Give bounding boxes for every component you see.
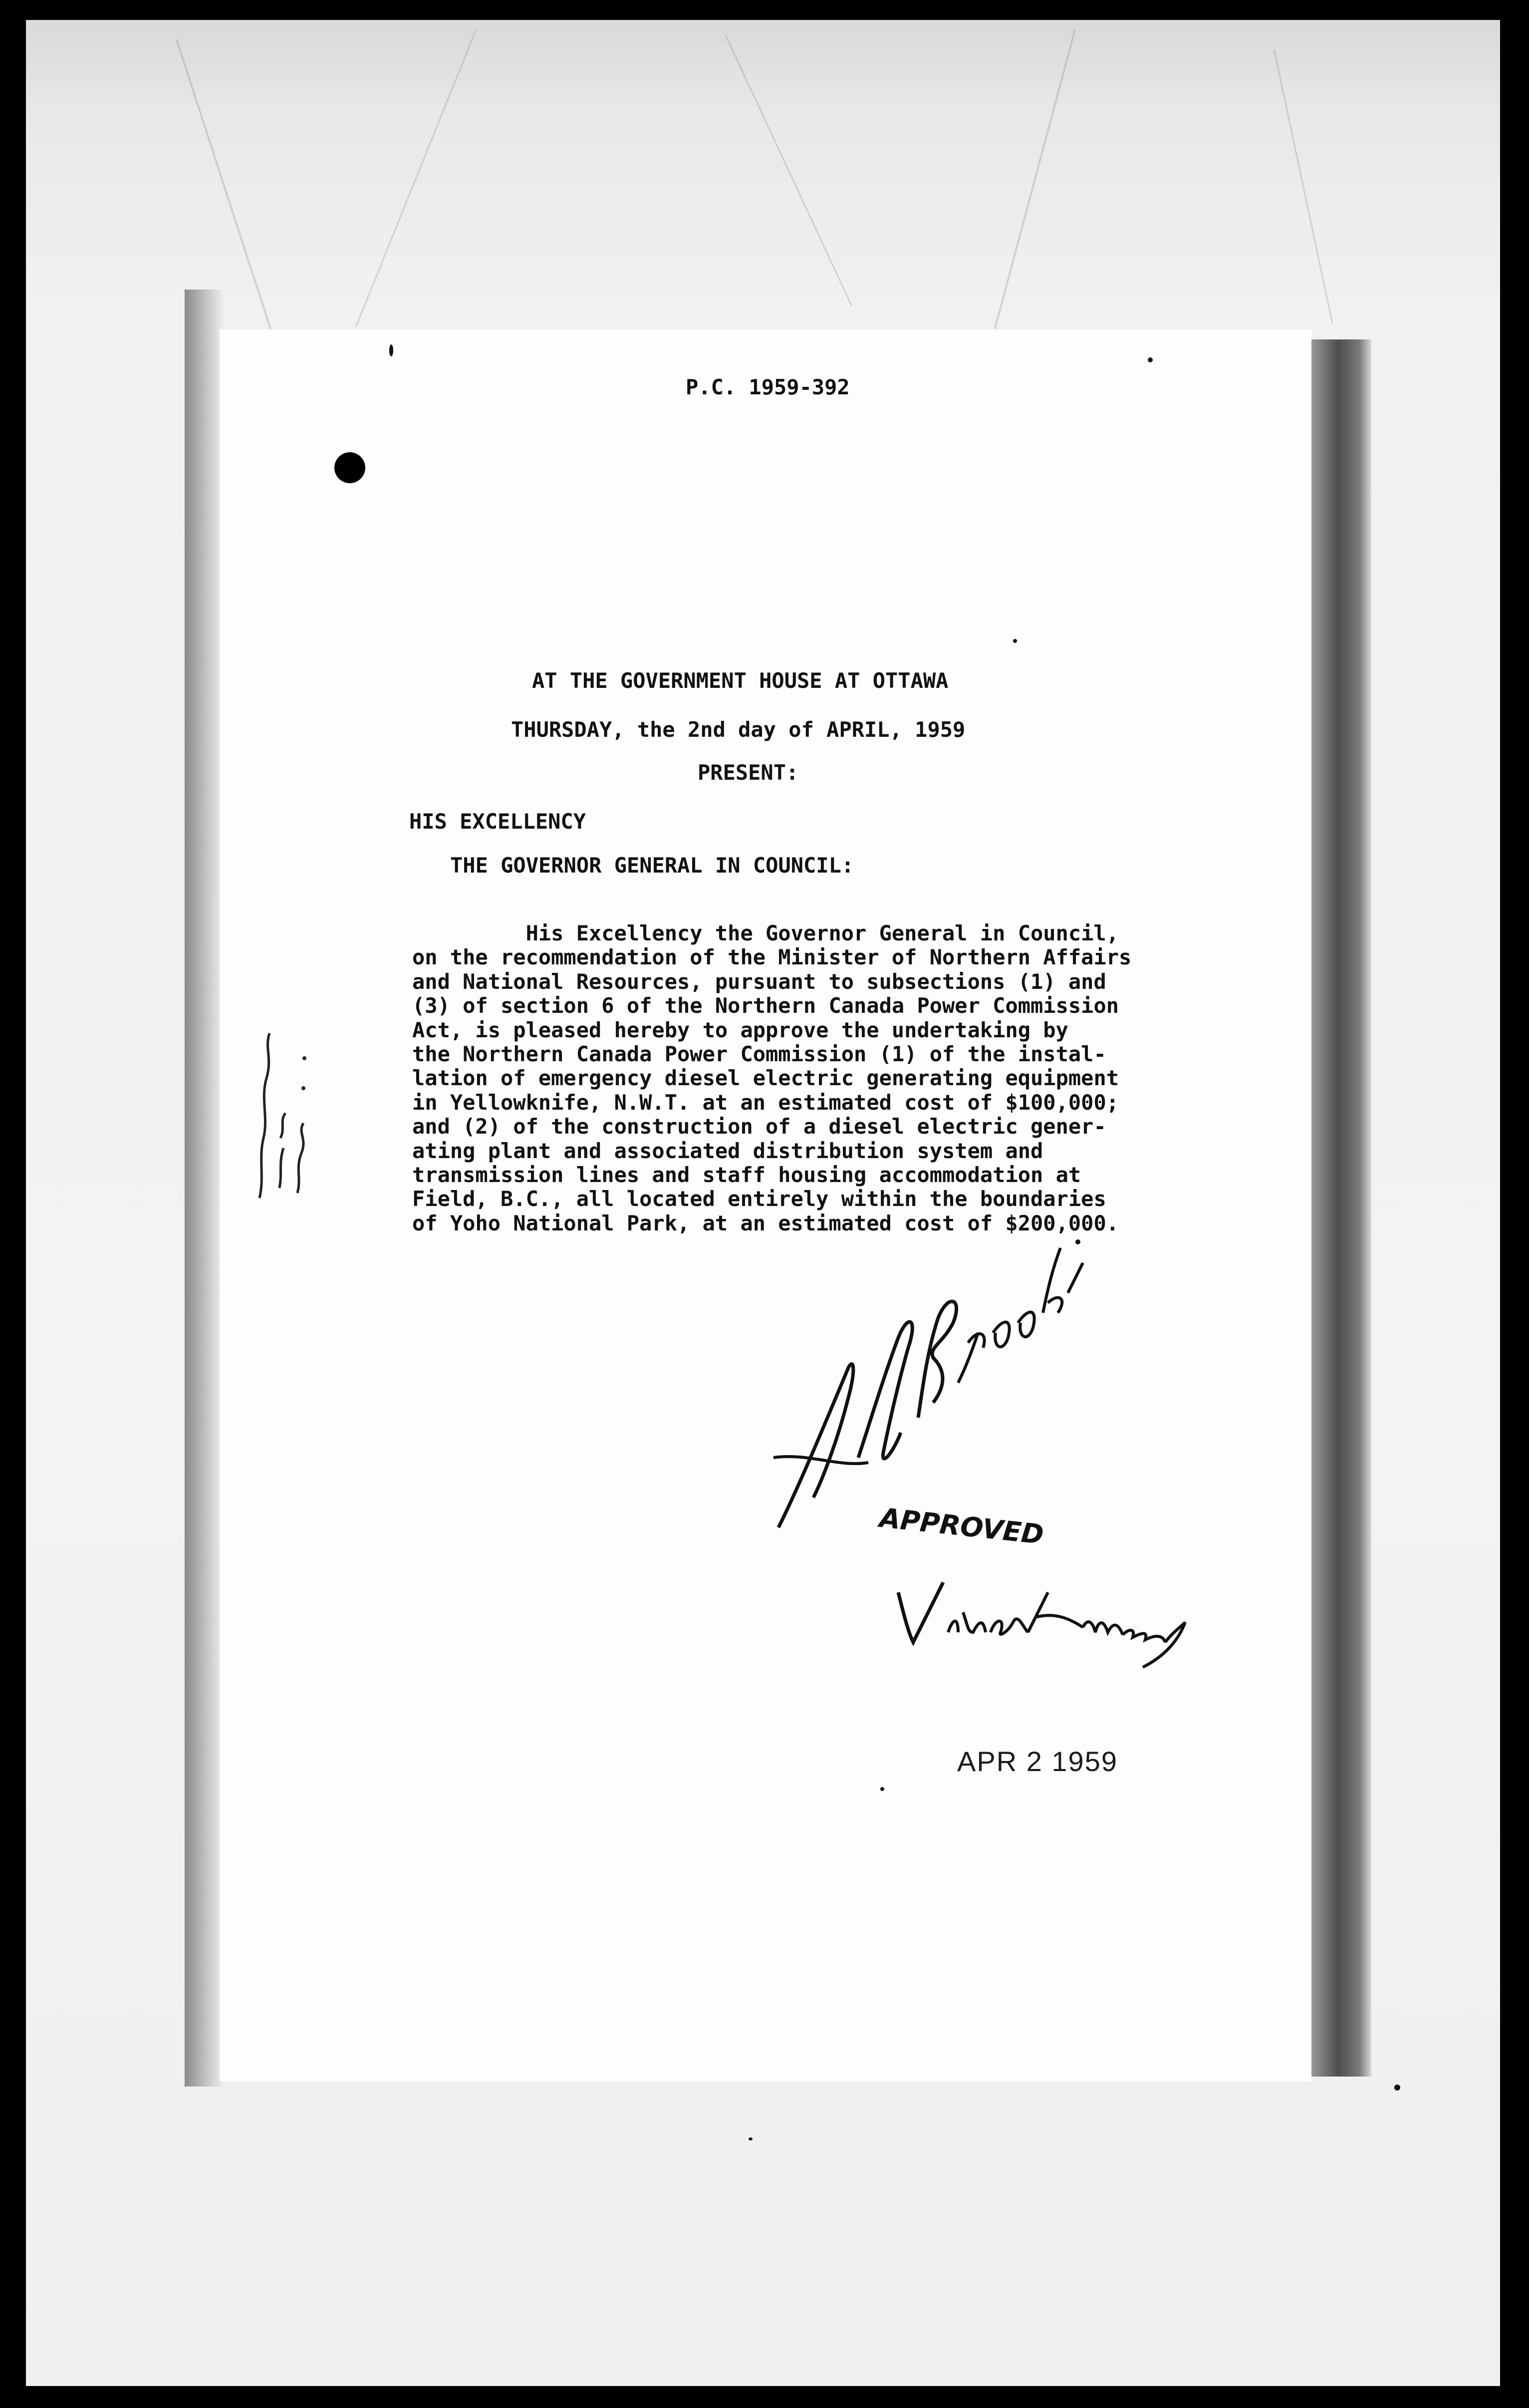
film-speck [389,344,393,356]
body-line: (3) of section 6 of the Northern Canada Power Commission [412,993,1119,1018]
order-body [412,921,1241,1235]
council-line: THE GOVERNOR GENERAL IN COUNCIL: [450,853,854,878]
body-line: Field, B.C., all located entirely within the boundaries [412,1187,1106,1211]
present-label: PRESENT: [698,760,799,785]
body-line: of Yoho National Park, at an estimated cost of $200,000. [412,1210,1119,1235]
body-line: on the recommendation of the Minister of Northern Affairs [412,945,1132,970]
body-line: and (2) of the construction of a diesel electric gener- [412,1114,1106,1139]
body-line: the Northern Canada Power Commission (1) of the instal- [412,1042,1106,1067]
film-scratch [994,30,1076,329]
body-line: Act, is pleased hereby to approve the undertaking by [412,1017,1068,1042]
location-heading: AT THE GOVERNMENT HOUSE AT OTTAWA [532,668,949,693]
paper-shadow-left [185,290,225,2087]
body-line: ating plant and associated distribution system and [412,1138,1043,1163]
film-scratch [355,30,477,327]
body-line: transmission lines and staff housing accommodation at [412,1163,1081,1188]
film-speck [1394,2085,1400,2091]
film-speck [1148,357,1153,362]
margin-note-handwriting [250,1028,319,1208]
excellency-line: HIS EXCELLENCY [409,809,586,834]
film-speck [749,2137,753,2140]
governor-general-signature [893,1572,1193,1672]
paper-shadow-right [1311,339,1371,2077]
body-line: in Yellowknife, N.W.T. at an estimated cost of $100,000; [412,1090,1119,1115]
film-speck [880,1787,884,1791]
minister-signature [768,1218,1088,1537]
body-line: lation of emergency diesel electric generating equipment [412,1066,1119,1091]
approved-label: APPROVED [878,1502,1045,1551]
body-line: and National Resources, pursuant to subsections (1) and [412,969,1106,994]
date-stamp: APR 2 1959 [957,1746,1118,1777]
film-speck [1013,639,1017,643]
date-heading: THURSDAY, the 2nd day of APRIL, 1959 [511,717,966,742]
film-scratch [725,34,852,306]
order-number: P.C. 1959-392 [686,375,850,399]
punch-hole [334,452,365,483]
body-line: His Excellency the Governor General in Council, [412,921,1119,945]
film-scratch [1274,49,1333,323]
